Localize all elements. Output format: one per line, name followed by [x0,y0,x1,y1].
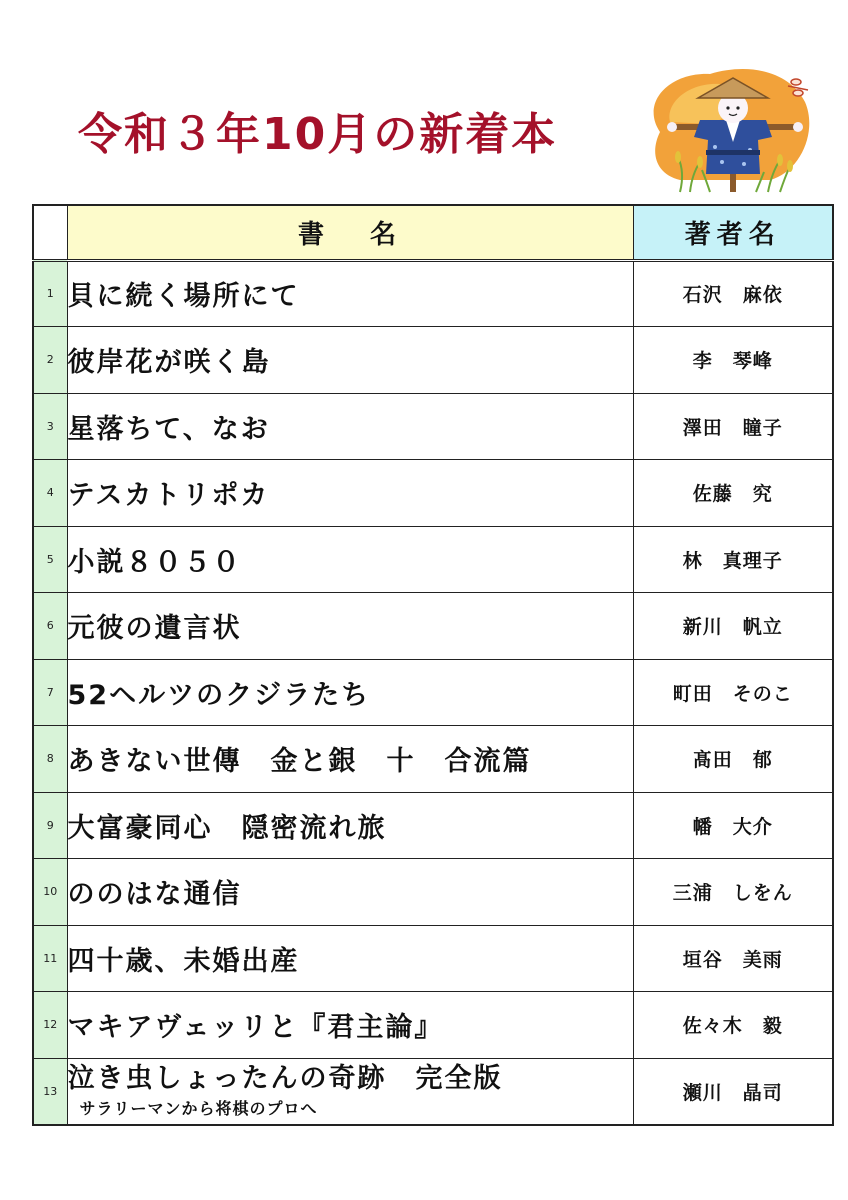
book-author: 髙田 郁 [633,726,833,793]
table-header-row [33,205,833,260]
table-row [33,859,833,926]
row-number: 5 [33,526,67,593]
header-number-cell [33,205,67,260]
table-row [33,393,833,460]
table-row [33,792,833,859]
row-number: 8 [33,726,67,793]
row-number: 13 [33,1058,67,1125]
table-row [33,925,833,992]
book-author: 李 琴峰 [633,327,833,394]
table-row [33,327,833,394]
book-subtitle: サラリーマンから将棋のプロへ [79,1098,318,1118]
row-number: 2 [33,327,67,394]
row-number: 12 [33,992,67,1059]
book-author: 新川 帆立 [633,593,833,660]
row-number: 6 [33,593,67,660]
book-title: マキアヴェッリと『君主論』 [67,992,633,1059]
row-number: 10 [33,859,67,926]
table-row [33,1058,833,1125]
book-author: 澤田 瞳子 [633,393,833,460]
header-author-cell: 著者名 [633,205,833,260]
row-number: 9 [33,792,67,859]
book-author: 幡 大介 [633,792,833,859]
book-title: テスカトリポカ [67,460,633,527]
book-author: 林 真理子 [633,526,833,593]
book-title: 元彼の遺言状 [67,593,633,660]
book-author: 佐藤 究 [633,460,833,527]
page-title: 令和３年10月の新着本 [78,109,558,160]
book-title: 52ヘルツのクジラたち [67,659,633,726]
table-row [33,526,833,593]
book-author: 石沢 麻依 [633,260,833,327]
row-number: 7 [33,659,67,726]
book-title: 四十歳、未婚出産 [67,925,633,992]
header-title-cell: 書 名 [67,205,633,260]
table-row [33,992,833,1059]
table-row [33,659,833,726]
scarecrow-illustration [640,62,816,202]
book-title: 小説８０５０ [67,526,633,593]
book-title: ののはな通信 [67,859,633,926]
table-row [33,593,833,660]
table-row [33,460,833,527]
book-title: あきない世傳 金と銀 十 合流篇 [67,726,633,793]
book-author: 瀬川 晶司 [633,1058,833,1125]
book-author: 町田 そのこ [633,659,833,726]
row-number: 11 [33,925,67,992]
book-author: 佐々木 毅 [633,992,833,1059]
new-books-table [32,204,834,1126]
book-title [67,1058,633,1125]
book-title: 貝に続く場所にて [67,260,633,327]
book-author: 三浦 しをん [633,859,833,926]
table-row [33,726,833,793]
row-number: 1 [33,260,67,327]
book-author: 垣谷 美雨 [633,925,833,992]
book-title-main: 泣き虫しょったんの奇跡 完全版 [67,1062,503,1094]
book-title: 彼岸花が咲く島 [67,327,633,394]
book-title: 大富豪同心 隠密流れ旅 [67,792,633,859]
book-title: 星落ちて、なお [67,393,633,460]
row-number: 3 [33,393,67,460]
table-row [33,260,833,327]
row-number: 4 [33,460,67,527]
